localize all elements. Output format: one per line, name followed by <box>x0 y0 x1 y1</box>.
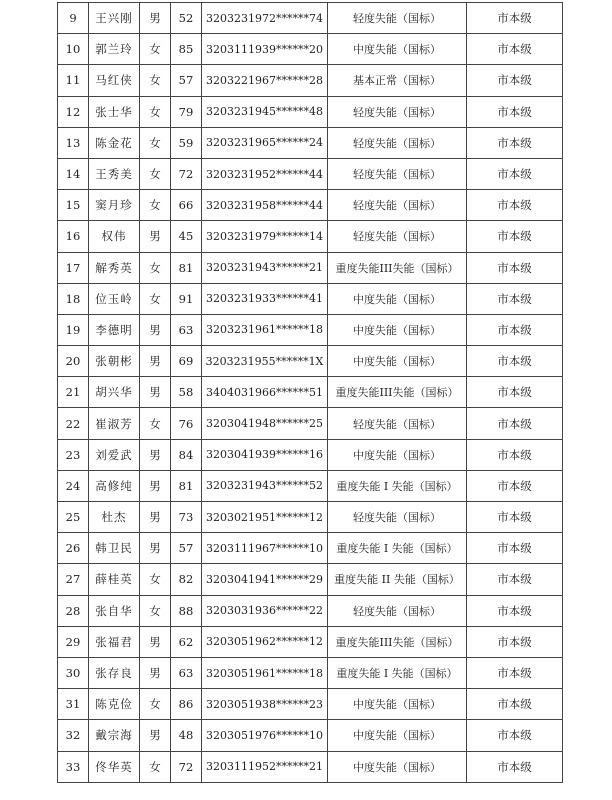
age-cell: 73 <box>171 502 202 533</box>
sex-cell: 男 <box>140 626 171 657</box>
name-cell: 王兴刚 <box>89 3 140 34</box>
admin-level-cell: 市本级 <box>467 408 563 439</box>
row-index-cell: 28 <box>58 595 89 626</box>
sex-cell: 男 <box>140 377 171 408</box>
disability-status-cell: 重度失能 II 失能（国标） <box>328 564 467 595</box>
table-row <box>58 252 563 283</box>
row-index-cell: 18 <box>58 283 89 314</box>
id-number-cell: 3203231933******41 <box>202 283 328 314</box>
table-row <box>58 96 563 127</box>
row-index-cell: 19 <box>58 314 89 345</box>
table-row <box>58 346 563 377</box>
age-cell: 63 <box>171 314 202 345</box>
admin-level-cell: 市本级 <box>467 720 563 751</box>
disability-status-cell: 轻度失能（国标） <box>328 502 467 533</box>
age-cell: 88 <box>171 595 202 626</box>
row-index-cell: 16 <box>58 221 89 252</box>
name-cell: 胡兴华 <box>89 377 140 408</box>
admin-level-cell: 市本级 <box>467 377 563 408</box>
disability-status-cell: 轻度失能（国标） <box>328 221 467 252</box>
disability-status-cell: 轻度失能（国标） <box>328 190 467 221</box>
age-cell: 84 <box>171 439 202 470</box>
age-cell: 81 <box>171 470 202 501</box>
sex-cell: 女 <box>140 65 171 96</box>
id-number-cell: 3404031966******51 <box>202 377 328 408</box>
admin-level-cell: 市本级 <box>467 127 563 158</box>
id-number-cell: 3203231961******18 <box>202 314 328 345</box>
age-cell: 58 <box>171 377 202 408</box>
age-cell: 81 <box>171 252 202 283</box>
row-index-cell: 22 <box>58 408 89 439</box>
age-cell: 85 <box>171 34 202 65</box>
admin-level-cell: 市本级 <box>467 564 563 595</box>
name-cell: 张朝彬 <box>89 346 140 377</box>
id-number-cell: 3203051962******12 <box>202 626 328 657</box>
row-index-cell: 20 <box>58 346 89 377</box>
id-number-cell: 3203051938******23 <box>202 689 328 720</box>
disability-status-cell: 中度失能（国标） <box>328 689 467 720</box>
row-index-cell: 24 <box>58 470 89 501</box>
id-number-cell: 3203051961******18 <box>202 657 328 688</box>
row-index-cell: 23 <box>58 439 89 470</box>
admin-level-cell: 市本级 <box>467 657 563 688</box>
table-row <box>58 502 563 533</box>
table-row <box>58 751 563 782</box>
admin-level-cell: 市本级 <box>467 502 563 533</box>
name-cell: 薛桂英 <box>89 564 140 595</box>
sex-cell: 男 <box>140 346 171 377</box>
row-index-cell: 12 <box>58 96 89 127</box>
id-number-cell: 3203231958******44 <box>202 190 328 221</box>
name-cell: 崔淑芳 <box>89 408 140 439</box>
roster-table <box>57 2 563 783</box>
name-cell: 韩卫民 <box>89 533 140 564</box>
row-index-cell: 9 <box>58 3 89 34</box>
disability-status-cell: 轻度失能（国标） <box>328 3 467 34</box>
row-index-cell: 26 <box>58 533 89 564</box>
disability-status-cell: 中度失能（国标） <box>328 34 467 65</box>
sex-cell: 女 <box>140 564 171 595</box>
admin-level-cell: 市本级 <box>467 533 563 564</box>
row-index-cell: 29 <box>58 626 89 657</box>
name-cell: 郭兰玲 <box>89 34 140 65</box>
table-row <box>58 377 563 408</box>
row-index-cell: 30 <box>58 657 89 688</box>
age-cell: 72 <box>171 158 202 189</box>
age-cell: 91 <box>171 283 202 314</box>
disability-status-cell: 中度失能（国标） <box>328 439 467 470</box>
table-row <box>58 34 563 65</box>
table-row <box>58 564 563 595</box>
admin-level-cell: 市本级 <box>467 283 563 314</box>
name-cell: 杜杰 <box>89 502 140 533</box>
age-cell: 62 <box>171 626 202 657</box>
age-cell: 79 <box>171 96 202 127</box>
table-row <box>58 595 563 626</box>
id-number-cell: 3203031936******22 <box>202 595 328 626</box>
table-row <box>58 439 563 470</box>
admin-level-cell: 市本级 <box>467 595 563 626</box>
row-index-cell: 27 <box>58 564 89 595</box>
sex-cell: 女 <box>140 689 171 720</box>
disability-status-cell: 轻度失能（国标） <box>328 96 467 127</box>
id-number-cell: 3203231952******44 <box>202 158 328 189</box>
name-cell: 戴宗海 <box>89 720 140 751</box>
admin-level-cell: 市本级 <box>467 252 563 283</box>
id-number-cell: 3203041941******29 <box>202 564 328 595</box>
table-row <box>58 221 563 252</box>
disability-status-cell: 重度失能 I 失能（国标） <box>328 533 467 564</box>
row-index-cell: 10 <box>58 34 89 65</box>
table-row <box>58 314 563 345</box>
name-cell: 陈克俭 <box>89 689 140 720</box>
sex-cell: 女 <box>140 283 171 314</box>
row-index-cell: 21 <box>58 377 89 408</box>
id-number-cell: 3203051976******10 <box>202 720 328 751</box>
row-index-cell: 17 <box>58 252 89 283</box>
disability-status-cell: 重度失能III失能（国标） <box>328 252 467 283</box>
sex-cell: 女 <box>140 408 171 439</box>
name-cell: 解秀英 <box>89 252 140 283</box>
name-cell: 陈金花 <box>89 127 140 158</box>
sex-cell: 男 <box>140 502 171 533</box>
name-cell: 张自华 <box>89 595 140 626</box>
age-cell: 66 <box>171 190 202 221</box>
disability-status-cell: 轻度失能（国标） <box>328 158 467 189</box>
disability-status-cell: 重度失能III失能（国标） <box>328 377 467 408</box>
table-row <box>58 626 563 657</box>
name-cell: 高修纯 <box>89 470 140 501</box>
row-index-cell: 25 <box>58 502 89 533</box>
row-index-cell: 11 <box>58 65 89 96</box>
id-number-cell: 3203231979******14 <box>202 221 328 252</box>
sex-cell: 男 <box>140 314 171 345</box>
sex-cell: 女 <box>140 34 171 65</box>
id-number-cell: 3203111939******20 <box>202 34 328 65</box>
row-index-cell: 31 <box>58 689 89 720</box>
name-cell: 佟华英 <box>89 751 140 782</box>
admin-level-cell: 市本级 <box>467 158 563 189</box>
age-cell: 76 <box>171 408 202 439</box>
row-index-cell: 14 <box>58 158 89 189</box>
age-cell: 45 <box>171 221 202 252</box>
admin-level-cell: 市本级 <box>467 314 563 345</box>
sex-cell: 男 <box>140 470 171 501</box>
age-cell: 57 <box>171 65 202 96</box>
age-cell: 57 <box>171 533 202 564</box>
name-cell: 权伟 <box>89 221 140 252</box>
age-cell: 72 <box>171 751 202 782</box>
admin-level-cell: 市本级 <box>467 346 563 377</box>
sex-cell: 女 <box>140 158 171 189</box>
disability-status-cell: 轻度失能（国标） <box>328 595 467 626</box>
row-index-cell: 13 <box>58 127 89 158</box>
table-row <box>58 657 563 688</box>
admin-level-cell: 市本级 <box>467 96 563 127</box>
disability-status-cell: 重度失能 I 失能（国标） <box>328 657 467 688</box>
disability-status-cell: 基本正常（国标） <box>328 65 467 96</box>
name-cell: 李德明 <box>89 314 140 345</box>
table-row <box>58 720 563 751</box>
name-cell: 张士华 <box>89 96 140 127</box>
sex-cell: 女 <box>140 127 171 158</box>
sex-cell: 女 <box>140 751 171 782</box>
admin-level-cell: 市本级 <box>467 221 563 252</box>
admin-level-cell: 市本级 <box>467 626 563 657</box>
sex-cell: 男 <box>140 221 171 252</box>
id-number-cell: 3203111967******10 <box>202 533 328 564</box>
sex-cell: 女 <box>140 190 171 221</box>
sex-cell: 男 <box>140 533 171 564</box>
admin-level-cell: 市本级 <box>467 34 563 65</box>
id-number-cell: 3203021951******12 <box>202 502 328 533</box>
disability-status-cell: 轻度失能（国标） <box>328 408 467 439</box>
row-index-cell: 33 <box>58 751 89 782</box>
table-row <box>58 283 563 314</box>
table-row <box>58 533 563 564</box>
disability-status-cell: 中度失能（国标） <box>328 720 467 751</box>
table-row <box>58 408 563 439</box>
sex-cell: 男 <box>140 3 171 34</box>
age-cell: 69 <box>171 346 202 377</box>
disability-status-cell: 轻度失能（国标） <box>328 127 467 158</box>
id-number-cell: 3203231965******24 <box>202 127 328 158</box>
table-row <box>58 158 563 189</box>
age-cell: 63 <box>171 657 202 688</box>
name-cell: 刘爱武 <box>89 439 140 470</box>
age-cell: 86 <box>171 689 202 720</box>
name-cell: 张福君 <box>89 626 140 657</box>
admin-level-cell: 市本级 <box>467 689 563 720</box>
disability-status-cell: 中度失能（国标） <box>328 283 467 314</box>
id-number-cell: 3203041939******16 <box>202 439 328 470</box>
disability-status-cell: 中度失能（国标） <box>328 314 467 345</box>
age-cell: 52 <box>171 3 202 34</box>
roster-table-body <box>58 3 563 783</box>
name-cell: 王秀美 <box>89 158 140 189</box>
sex-cell: 女 <box>140 252 171 283</box>
table-row <box>58 689 563 720</box>
admin-level-cell: 市本级 <box>467 751 563 782</box>
name-cell: 窦月珍 <box>89 190 140 221</box>
row-index-cell: 32 <box>58 720 89 751</box>
id-number-cell: 3203231945******48 <box>202 96 328 127</box>
id-number-cell: 3203221967******28 <box>202 65 328 96</box>
age-cell: 82 <box>171 564 202 595</box>
table-row <box>58 127 563 158</box>
age-cell: 48 <box>171 720 202 751</box>
disability-status-cell: 中度失能（国标） <box>328 346 467 377</box>
admin-level-cell: 市本级 <box>467 439 563 470</box>
name-cell: 张存良 <box>89 657 140 688</box>
id-number-cell: 3203231972******74 <box>202 3 328 34</box>
admin-level-cell: 市本级 <box>467 470 563 501</box>
table-row <box>58 65 563 96</box>
id-number-cell: 3203041948******25 <box>202 408 328 439</box>
admin-level-cell: 市本级 <box>467 190 563 221</box>
table-row <box>58 3 563 34</box>
sex-cell: 女 <box>140 595 171 626</box>
id-number-cell: 3203111952******21 <box>202 751 328 782</box>
id-number-cell: 3203231955******1X <box>202 346 328 377</box>
row-index-cell: 15 <box>58 190 89 221</box>
id-number-cell: 3203231943******52 <box>202 470 328 501</box>
table-row <box>58 470 563 501</box>
disability-status-cell: 中度失能（国标） <box>328 751 467 782</box>
sex-cell: 男 <box>140 439 171 470</box>
admin-level-cell: 市本级 <box>467 65 563 96</box>
sex-cell: 男 <box>140 720 171 751</box>
table-row <box>58 190 563 221</box>
disability-status-cell: 重度失能III失能（国标） <box>328 626 467 657</box>
sex-cell: 男 <box>140 657 171 688</box>
sex-cell: 女 <box>140 96 171 127</box>
name-cell: 位玉岭 <box>89 283 140 314</box>
id-number-cell: 3203231943******21 <box>202 252 328 283</box>
age-cell: 59 <box>171 127 202 158</box>
disability-status-cell: 重度失能 I 失能（国标） <box>328 470 467 501</box>
name-cell: 马红侠 <box>89 65 140 96</box>
admin-level-cell: 市本级 <box>467 3 563 34</box>
